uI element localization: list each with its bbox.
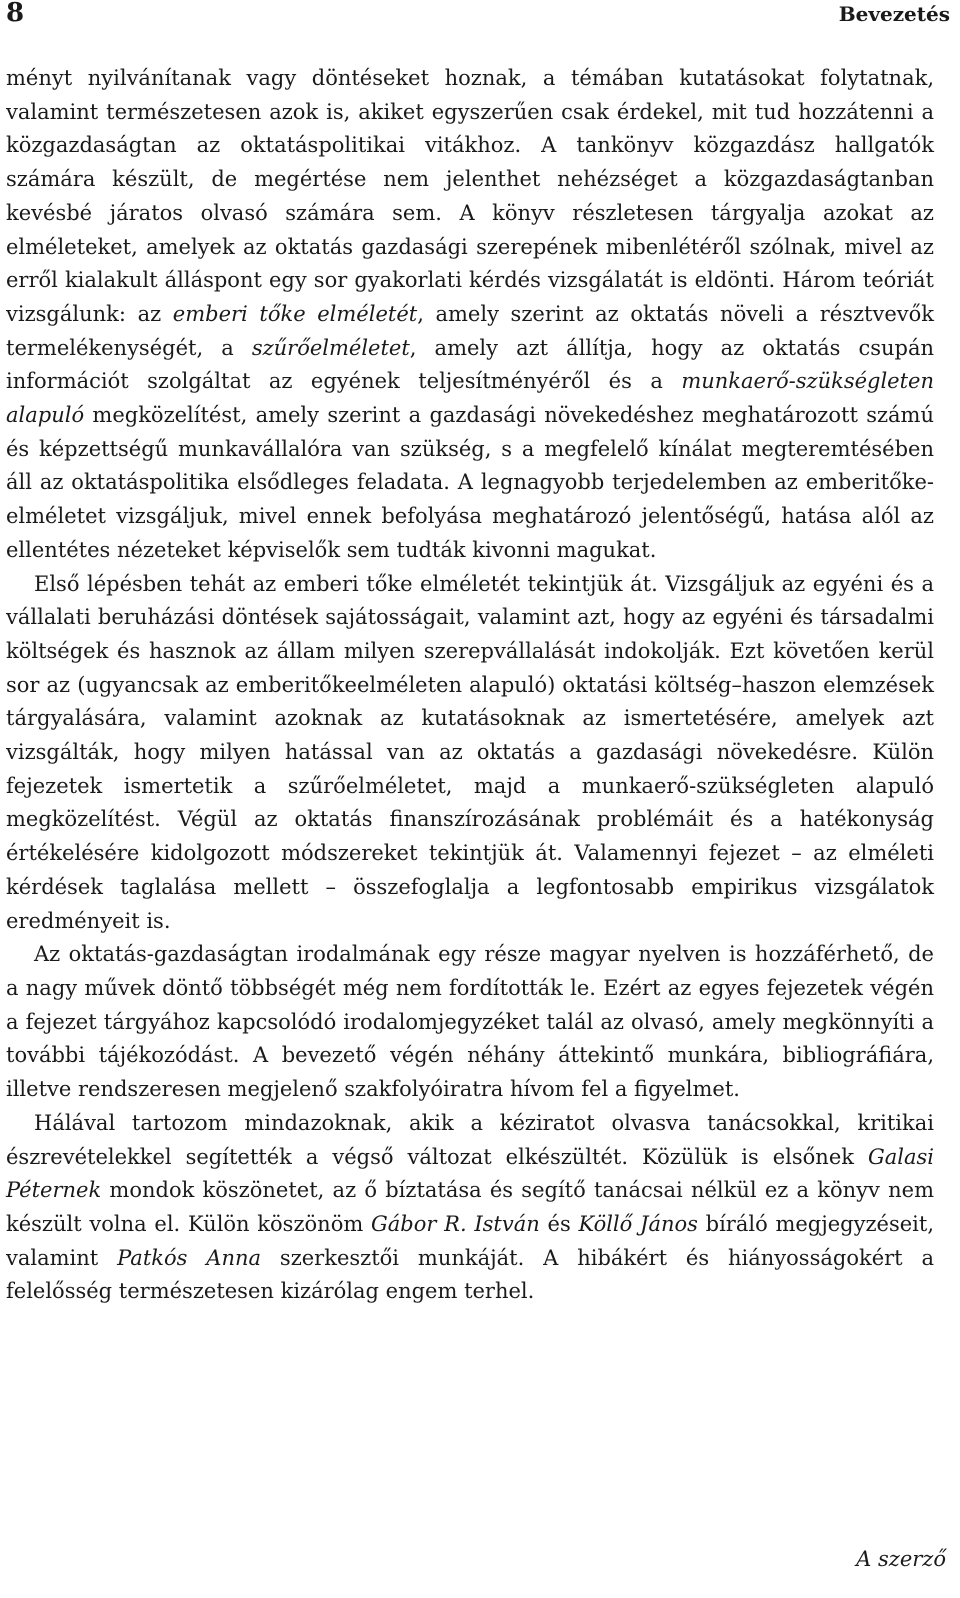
italic-term: munkaerő-szükségleten alapuló <box>6 369 934 428</box>
text-run: bíráló megjegyzéseit, valamint <box>6 1211 935 1270</box>
italic-name: Köllő János <box>578 1211 698 1236</box>
paragraph-structure <box>6 568 934 939</box>
paragraph-literature <box>6 938 934 1107</box>
paragraph-intro-continued <box>6 62 934 568</box>
paragraph-acknowledgements <box>6 1107 934 1309</box>
text-run: Első lépésben tehát az emberi tőke elméletét tekintjük át. Vizsgáljuk az egyéni és a vállalati beruházási döntések sajátosságait, valamint azt, hogy az egyéni és társadalmi költségek és hasznok az állam milyen szerepvállalását indokolják. Ezt követően kerül sor az (ugyancsak az emberitőkeelméleten alapuló) oktatási költség–haszon elemzések tárgyalására, valamint azoknak az kutatásoknak az ismertetésére, amelyek azt vizsgálták, hogy milyen hatással van az oktatás a gazdasági növekedésre. Külön fejezetek ismertetik a szűrőelméletet, majd a munkaerő-szükségleten alapuló megközelítést. Végül az oktatás finanszírozásának problémáit és a hatékonyság értékelésére kidolgozott módszereket tekintjük át. Valamennyi fejezet – az elméleti kérdések taglalása mellett – összefoglalja a legfontosabb empirikus vizsgálatok eredményeit is. <box>6 571 934 933</box>
italic-name: Galasi Péternek <box>6 1144 934 1203</box>
text-run: Hálával tartozom mindazoknak, akik a kéziratot olvasva tanácsokkal, kritikai észrevételekkel segítették a végső változat elkészültét. Közülük is elsőnek <box>6 1110 934 1169</box>
italic-name: Patkós Anna <box>117 1245 262 1270</box>
italic-name: Gábor R. István <box>370 1211 540 1236</box>
text-run: és <box>539 1211 579 1236</box>
text-run: Az oktatás-gazdaságtan irodalmának egy része magyar nyelven is hozzáférhető, de a nagy művek döntő többségét még nem fordították le. Ezért az egyes fejezetek végén a fejezet tárgyához kapcsolódó irodalomjegyzéket talál az olvasó, amely megkönnyíti a további tájékozódást. A bevezető végén néhány áttekintő munkára, bibliográfiára, illetve rendszeresen megjelenő szakfolyóiratra hívom fel a figyelmet. <box>6 942 934 1102</box>
text-run: szerkesztői munkáját. A hibákért és hiányosságokért a felelősség természetesen kizárólag engem terhel. <box>6 1245 935 1304</box>
text-run: ményt nyilvánítanak vagy döntéseket hoznak, a témában kutatásokat folytatnak, valamint természetesen azok is, akiket egyszerűen csak érdekel, mit tud hozzátenni a közgazdaságtan az oktatáspolitikai vitákhoz. A tankönyv közgazdász hallgatók számára készült, de megértése nem jelenthet nehézséget a közgazdaságtanban kevésbé járatos olvasó számára sem. A könyv részletesen tárgyalja azokat az elméleteket, amelyek az oktatás gazdasági szerepének mibenlétéről szólnak, mivel az erről kialakult álláspont egy sor gyakorlati kérdés vizsgálatát is eldönti. Három teóriát vizsgálunk: az <box>6 66 934 326</box>
italic-term: emberi tőke elméletét <box>172 301 418 326</box>
author-signature: A szerző <box>856 1547 946 1571</box>
text-run: , amely azt állítja, hogy az oktatás csupán információt szolgáltat az egyének teljesítményéről és a <box>6 335 934 394</box>
text-run: mondok köszönetet, az ő bíztatása és segítő tanácsai nélkül ez a könyv nem készült volna el. Külön köszönöm <box>6 1178 934 1236</box>
text-run: megközelítést, amely szerint a gazdasági növekedéshez meghatározott számú és képzettségű munkavállalóra van szükség, s a megfelelő kínálat megteremtésében áll az oktatáspolitika elsődleges feladata. A legnagyobb terjedelemben az emberitőke-elméletet vizsgáljuk, mivel ennek befolyása meghatározó jelentőségű, hatása alól az ellentétes nézeteket képviselők sem tudták kivonni magukat. <box>6 403 934 562</box>
italic-term: szűrőelméletet <box>251 335 410 360</box>
page-header <box>6 0 950 36</box>
page-number: 8 <box>6 0 25 28</box>
body-text <box>6 62 934 1309</box>
running-head: Bevezetés <box>838 2 950 26</box>
text-run: , amely szerint az oktatás növeli a résztvevők termelékenységét, a <box>6 301 934 360</box>
